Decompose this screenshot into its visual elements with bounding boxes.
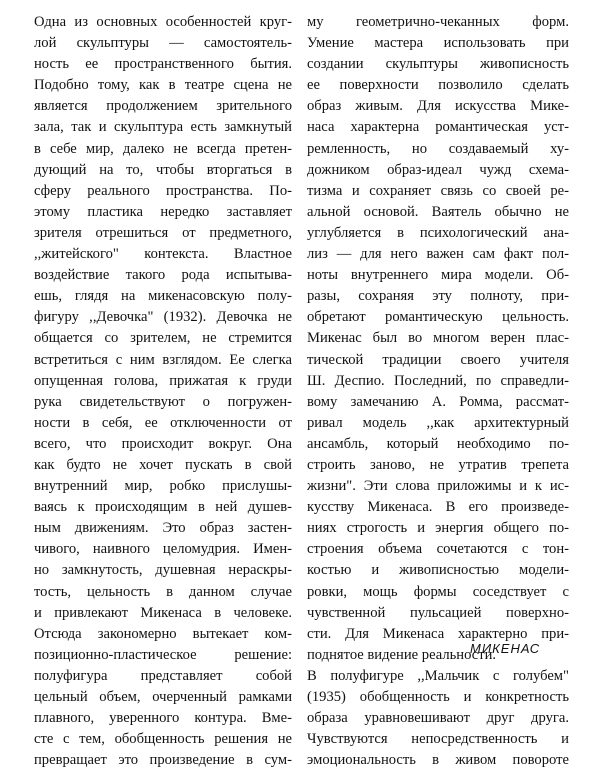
text-line: ноты внутреннего мира модели. Об- (307, 267, 569, 284)
text-line: цельный объем, очерченный рамками (34, 689, 292, 705)
text-line: ее поверхности позволило сделать (307, 77, 569, 94)
text-line: является продолжением зрительного (34, 98, 292, 115)
text-line: Отсюда закономерно вытекает ком- (34, 625, 292, 642)
text-line: в себе мир, далеко не всегда претен- (34, 140, 292, 157)
text-line: Ш. Деспио. Последний, по справедли- (307, 372, 569, 389)
text-line: (1935) обобщенность и конкретность (307, 689, 569, 705)
text-line: наса характерна романтическая уст- (307, 119, 569, 136)
text-line: кусству Микенаса. В его произведе- (307, 499, 569, 516)
text-line: ниях строгость и энергия общего по- (307, 520, 569, 537)
text-line: вому замечанию А. Ромма, рассмат- (307, 393, 569, 410)
text-line: му геометрично-чеканных форм. (307, 14, 569, 30)
text-line: но замкнутость, душевная нераскры- (34, 562, 292, 579)
text-line: дующий на то, чтобы вторгаться в (34, 161, 292, 178)
text-line: ность ее пространственного бытия. (34, 56, 292, 73)
text-line: внутренний мир, робко прислушы- (34, 478, 292, 495)
text-line: ривал модель ,,как архитектурный (307, 414, 569, 431)
text-line: сти. Для Микенаса характерно при- (307, 625, 569, 642)
text-line: жизни". Эти слова приложимы и к ис- (307, 478, 569, 495)
text-line: превращает это произведение в сум- (34, 752, 292, 769)
text-line: плавного, уверенного контура. Вме- (34, 710, 292, 727)
text-line: как будто не хочет пускать в свой (34, 456, 292, 473)
text-line: строить заново, не утратив трепета (307, 456, 569, 473)
text-line: Микенас был во многом верен плас- (307, 330, 569, 347)
left-text-column (34, 12, 292, 771)
text-line: всего, что происходит вокруг. Она (34, 435, 292, 452)
text-line: Чувствуются непосредственность и (307, 731, 569, 748)
text-line: опущенная голова, прижатая к груди (34, 372, 292, 389)
right-text-column (307, 12, 569, 771)
text-line: лиз — для него важен сам факт пол- (307, 246, 569, 263)
text-line: общается со зрителем, не стремится (34, 330, 292, 347)
text-line: создании скульптуры живописность (307, 56, 569, 73)
text-line: чивого, наивного целомудрия. Имен- (34, 541, 292, 558)
text-line: встретиться с ним взглядом. Ее слегка (34, 351, 292, 368)
text-line: разы, сохраняя эту полноту, при- (307, 288, 569, 305)
text-line: позиционно-пластическое решение: (34, 646, 292, 663)
text-line: углубляется в психологический ана- (307, 224, 569, 241)
text-line: ,,житейского" контекста. Властное (34, 246, 292, 263)
text-line: ровки, мощь формы соседствует с (307, 583, 569, 600)
text-line: зрителя отрешиться от предметного, (34, 224, 292, 241)
text-line: поднятое видение реальности. (307, 646, 497, 663)
text-line: альной основой. Ваятель обычно не (307, 203, 569, 220)
text-line: обретают романтическую цельность. (307, 309, 569, 326)
text-line: фигуру ,,Девочка" (1932). Девочка не (34, 309, 292, 326)
text-line: ремленность, но создаваемый ху- (307, 140, 569, 157)
text-line: рука свидетельствуют о погружен- (34, 393, 292, 410)
text-line: дожником образ-идеал чужд схема- (307, 161, 569, 178)
text-line: тость, цельность в данном случае (34, 583, 292, 600)
text-line: Умение мастера использовать при (307, 35, 569, 52)
text-line: ным движениям. Это образ застен- (34, 520, 292, 537)
text-line: сферу реального пространства. По- (34, 182, 292, 199)
text-line: строения объема сочетаются с тон- (307, 541, 569, 558)
text-line: эмоциональность в живом повороте (307, 752, 569, 769)
text-line: зала, так и скульптура есть замкнутый (34, 119, 292, 136)
text-line: образа уравновешивают друг друга. (307, 710, 569, 727)
text-line: В полуфигуре ,,Мальчик с голубем" (307, 667, 569, 684)
text-line: этому пластика нередко заставляет (34, 203, 292, 220)
text-line: Подобно тому, как в театре сцена не (34, 77, 292, 94)
text-line: ваясь к происходящим в ней душев- (34, 499, 292, 516)
text-line: лой скульптуры — самостоятель- (34, 35, 292, 52)
text-line: тической традиции своего учителя (307, 351, 569, 368)
text-line: ансамбль, который необходимо по- (307, 435, 569, 452)
text-line: костью и живописностью модели- (307, 562, 569, 579)
text-line: воздействие такого рода испытыва- (34, 267, 292, 284)
running-title: МИКЕНАС (470, 641, 541, 656)
text-line: образ живым. Для искусства Мике- (307, 98, 569, 115)
text-line: Одна из основных особенностей круг- (34, 14, 292, 30)
text-line: сте с тем, обобщенность решения не (34, 731, 292, 748)
text-line: и привлекают Микенаса в человеке. (34, 604, 292, 621)
text-line: ности в себя, ее отключенности от (34, 414, 292, 431)
text-line: чувственной пульсацией поверхно- (307, 604, 569, 621)
text-line: полуфигура представляет собой (34, 667, 292, 684)
text-line: ешь, глядя на микенасовскую полу- (34, 288, 292, 305)
text-line: тизма и сохраняет связь со своей ре- (307, 182, 569, 199)
